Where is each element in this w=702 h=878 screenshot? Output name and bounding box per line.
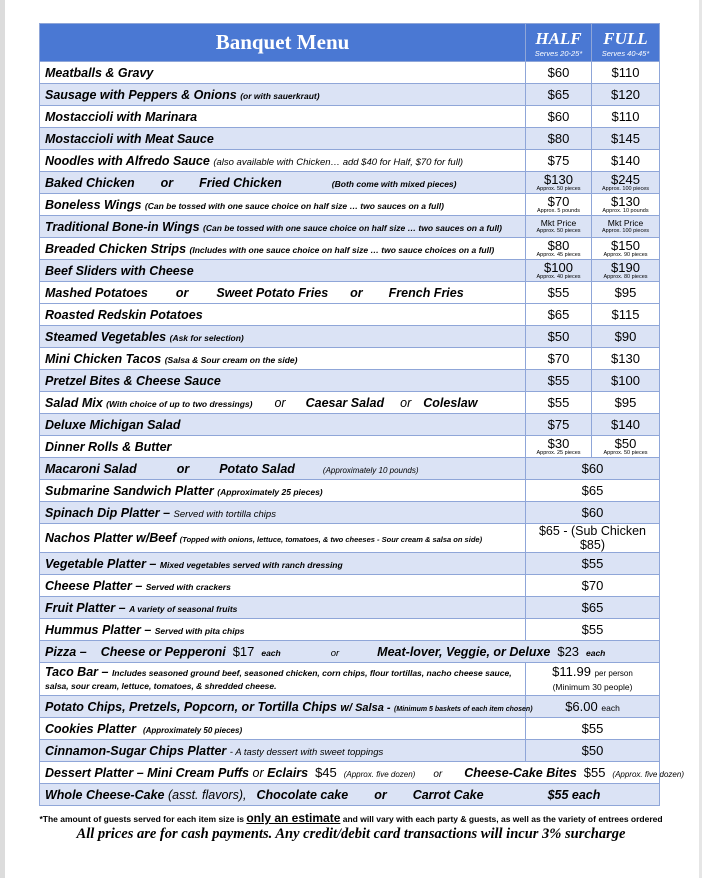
half-price: $75 [526, 414, 592, 436]
half-qty: Approx. 40 pieces [536, 273, 581, 280]
full-price: $140 [592, 150, 660, 172]
full-price: $130 [592, 348, 660, 370]
menu-row [40, 62, 660, 84]
full-qty: Approx. 90 pieces [603, 251, 648, 258]
footnote-emphasis: only an estimate [246, 811, 341, 825]
item-name: Vegetable Platter – [45, 556, 157, 571]
full-price: $110 [592, 106, 660, 128]
half-qty: Approx. 50 pieces [536, 185, 581, 192]
item-name: Nachos Platter w/Beef [45, 531, 177, 545]
item-name-alt: Fried Chicken [199, 175, 282, 190]
item-note: (Both come with mixed pieces) [331, 178, 457, 189]
menu-row [40, 597, 660, 619]
item-name: Whole Cheese-Cake [45, 787, 165, 802]
menu-row [40, 663, 660, 696]
half-qty: Approx. 50 pieces [536, 227, 581, 234]
full-price: $150 [611, 237, 640, 253]
item-note: - A tasty dessert with sweet toppings [229, 746, 384, 758]
or-word: or [330, 648, 340, 659]
item-name-alt: Chocolate cake [256, 787, 349, 802]
or-word: or [175, 285, 189, 300]
item-name: Cinnamon-Sugar Chips Platter [45, 743, 227, 758]
menu-row [40, 524, 660, 553]
item-note: (or with sauerkraut) [240, 90, 320, 101]
menu-row [40, 502, 660, 524]
item-name: Taco Bar – [45, 664, 109, 679]
item-note: (asst. flavors), [167, 787, 247, 802]
menu-row [40, 84, 660, 106]
platter-price: $65 - (Sub Chicken $85) [526, 524, 660, 553]
banquet-menu-table [39, 23, 684, 806]
half-serves: Serves 20-25* [534, 48, 583, 58]
item-note: (With choice of up to two dressings) [106, 398, 253, 409]
item-name-alt: Cheese-Cake Bites [464, 766, 577, 780]
item-name: Mostaccioli with Marinara [45, 109, 198, 124]
page-edge [0, 0, 5, 878]
item-note: (Approx. five dozen) [612, 770, 684, 779]
item-name: Cookies Platter [45, 721, 137, 736]
menu-row [40, 553, 660, 575]
item-note: (Can be tossed with one sauce choice on half size … two sauces on a full) [203, 222, 502, 233]
menu-row [40, 740, 660, 762]
menu-title: Banquet Menu [40, 24, 526, 62]
full-label: FULL [603, 28, 648, 48]
item-name: Deluxe Michigan Salad [45, 417, 181, 432]
item-note: (Salsa & Sour cream on the side) [164, 354, 298, 365]
menu-row [40, 260, 660, 282]
menu-row [40, 370, 660, 392]
full-price: $115 [592, 304, 660, 326]
item-note: Includes seasoned ground beef, seasoned chicken, corn chips, flour tortillas, nacho cheese sauce, [111, 667, 512, 678]
full-serves: Serves 40-45* [601, 48, 650, 58]
platter-price: $6.00 [565, 699, 598, 714]
item-note: A variety of seasonal fruits [129, 603, 238, 614]
item-name: Meatballs & Gravy [45, 65, 154, 80]
item-name-alt: Meat-lover, Veggie, or Deluxe [377, 645, 551, 659]
item-note: (Approx. five dozen) [343, 770, 416, 779]
pizza-price-2: $23 [557, 644, 580, 659]
or-word: or [400, 395, 412, 410]
item-name: Steamed Vegetables [45, 329, 167, 344]
item-name-alt: Eclairs [267, 766, 309, 780]
item-name-alt: Carrot Cake [412, 787, 484, 802]
half-price: $100 [544, 259, 573, 275]
price-minimum: (Minimum 30 people) [552, 682, 633, 692]
half-price: $130 [544, 171, 573, 187]
or-word: or [433, 769, 443, 780]
item-note: Served with tortilla chips [173, 508, 276, 520]
half-price: Mkt Price [540, 218, 577, 228]
or-word: or [252, 766, 264, 780]
item-note: (Topped with onions, lettuce, tomatoes, & two cheeses - Sour cream & salsa on side) [179, 535, 483, 544]
menu-row [40, 641, 660, 663]
item-name: Sausage with Peppers & Onions [45, 87, 237, 102]
platter-price: $65 [526, 480, 660, 502]
full-qty: Approx. 80 pieces [603, 273, 648, 280]
half-price: $30 [547, 435, 570, 451]
item-name-alt: w/ Salsa - [340, 701, 391, 714]
item-name: Beef Sliders with Cheese [45, 263, 194, 278]
half-qty: Approx. 25 pieces [536, 449, 581, 456]
half-price: $65 [526, 304, 592, 326]
full-price: $120 [592, 84, 660, 106]
half-price: $55 [526, 282, 592, 304]
full-price: $140 [592, 414, 660, 436]
item-name: Traditional Bone-in Wings [45, 219, 200, 234]
platter-price: $65 [526, 597, 660, 619]
or-word: or [176, 461, 190, 476]
item-name: Noodles with Alfredo Sauce [45, 153, 210, 168]
item-note: (Approximately 50 pieces) [142, 725, 243, 735]
item-name-alt: Sweet Potato Fries [216, 285, 329, 300]
full-price: $95 [592, 392, 660, 414]
full-qty: Approx. 50 pieces [603, 449, 648, 456]
full-qty: Approx. 10 pounds [602, 207, 649, 214]
item-name: Potato Chips, Pretzels, Popcorn, or Tortilla Chips [45, 699, 337, 714]
menu-row [40, 718, 660, 740]
item-name: Pizza – [45, 645, 87, 659]
half-price: $70 [547, 193, 570, 209]
half-price: $50 [526, 326, 592, 348]
half-price: $80 [526, 128, 592, 150]
estimate-footnote [0, 811, 702, 825]
platter-price: $55 [526, 553, 660, 575]
item-note: (Can be tossed with one sauce choice on half size … two sauces on a full) [144, 200, 444, 211]
full-header [592, 24, 660, 62]
menu-row [40, 619, 660, 641]
each-label: each [261, 648, 281, 658]
item-name: Mostaccioli with Meat Sauce [45, 131, 214, 146]
or-word: or [274, 395, 286, 410]
item-name-alt: French Fries [388, 285, 464, 300]
half-price: $60 [526, 62, 592, 84]
menu-row [40, 216, 660, 238]
menu-row [40, 762, 660, 784]
half-qty: Approx. 5 pounds [536, 207, 581, 214]
platter-price: $55 [526, 718, 660, 740]
half-price: $75 [526, 150, 592, 172]
item-note: Mixed vegetables served with ranch dressing [159, 559, 343, 570]
menu-row [40, 150, 660, 172]
item-name: Baked Chicken [45, 175, 135, 190]
half-price: $65 [526, 84, 592, 106]
full-price: $50 [614, 435, 637, 451]
item-note: (Approximately 25 pieces) [217, 486, 323, 497]
menu-row [40, 282, 660, 304]
platter-price: $50 [526, 740, 660, 762]
item-note: (Includes with one sauce choice on half size … two sauce choices on a full) [189, 244, 495, 255]
item-name: Fruit Platter – [45, 600, 126, 615]
full-price: $95 [592, 282, 660, 304]
menu-row [40, 128, 660, 150]
full-qty: Approx. 100 pieces [601, 227, 650, 234]
full-qty: Approx. 100 pieces [601, 185, 650, 192]
full-price: $190 [611, 259, 640, 275]
full-price: $130 [611, 193, 640, 209]
item-note: Served with crackers [145, 581, 231, 592]
half-price: $60 [526, 106, 592, 128]
surcharge-notice: All prices are for cash payments. Any credit/debit card transactions will incur 3% surcharge [76, 826, 626, 842]
dessert-price-1: $45 [315, 765, 337, 780]
menu-row [40, 458, 660, 480]
item-name: Spinach Dip Platter – [45, 505, 171, 520]
menu-row [40, 414, 660, 436]
item-name: Macaroni Salad [45, 461, 137, 476]
menu-header-row [40, 24, 660, 62]
menu-row [40, 575, 660, 597]
item-note: (Ask for selection) [169, 332, 244, 343]
item-name: Cheese Platter – [45, 578, 143, 593]
or-word: or [350, 285, 363, 300]
platter-price: $11.99 [552, 664, 591, 680]
menu-row [40, 392, 660, 414]
half-qty: Approx. 45 pieces [536, 251, 581, 258]
item-note: (Minimum 5 baskets of each item chosen) [394, 705, 533, 713]
item-name-alt: Cheese or Pepperoni [100, 645, 226, 659]
platter-price: $70 [526, 575, 660, 597]
full-price: $100 [592, 370, 660, 392]
price-unit: per person [594, 669, 633, 679]
item-name-alt: Coleslaw [423, 395, 478, 410]
or-word: or [374, 787, 387, 802]
item-note: (also available with Chicken… add $40 for Half, $70 for full) [213, 156, 464, 168]
half-header [526, 24, 592, 62]
half-price: $55 [526, 392, 592, 414]
menu-row [40, 348, 660, 370]
dessert-price-2: $55 [583, 765, 606, 780]
item-name: Pretzel Bites & Cheese Sauce [45, 373, 221, 388]
item-name: Dinner Rolls & Butter [45, 439, 172, 454]
item-name: Mashed Potatoes [45, 285, 148, 300]
full-price: $145 [592, 128, 660, 150]
item-name: Boneless Wings [45, 197, 142, 212]
or-word: or [160, 175, 174, 190]
platter-price: $60 [526, 502, 660, 524]
half-price: $55 [526, 370, 592, 392]
item-name: Breaded Chicken Strips [45, 241, 187, 256]
full-price: Mkt Price [607, 218, 644, 228]
item-name: Dessert Platter – Mini Cream Puffs [45, 766, 250, 780]
each-label: each [586, 648, 606, 658]
menu-row [40, 194, 660, 216]
item-note: Served with pita chips [154, 625, 245, 636]
menu-row [40, 436, 660, 458]
platter-price: $60 [526, 458, 660, 480]
full-price: $90 [592, 326, 660, 348]
item-name: Mini Chicken Tacos [45, 351, 162, 366]
menu-row [40, 238, 660, 260]
half-price: $70 [526, 348, 592, 370]
item-name: Hummus Platter – [45, 622, 152, 637]
menu-row [40, 106, 660, 128]
item-name: Salad Mix [45, 395, 103, 410]
full-price: $245 [611, 171, 640, 187]
half-price: $80 [547, 237, 570, 253]
menu-row [40, 172, 660, 194]
cake-price: $55 each [547, 787, 601, 802]
half-label: HALF [535, 28, 582, 48]
price-unit: each [601, 703, 620, 713]
pizza-price-1: $17 [232, 644, 255, 659]
item-note-2: salsa, sour cream, lettuce, tomatoes, & shredded cheese. [45, 681, 277, 691]
item-name-alt: Potato Salad [219, 461, 295, 476]
footnote-text: *The amount of guests served for each item size is [39, 814, 244, 824]
item-name: Roasted Redskin Potatoes [45, 307, 203, 322]
full-price: $110 [592, 62, 660, 84]
menu-row [40, 304, 660, 326]
platter-price: $55 [526, 619, 660, 641]
menu-row [40, 784, 660, 806]
item-name: Submarine Sandwich Platter [45, 483, 214, 498]
menu-row [40, 480, 660, 502]
item-note: (Approximately 10 pounds) [322, 465, 419, 475]
item-name-alt: Caesar Salad [305, 395, 385, 410]
menu-row [40, 326, 660, 348]
menu-row [40, 696, 660, 718]
footnote-text-end: and will vary with each party & guests, as well as the variety of entrees ordered [342, 814, 663, 824]
